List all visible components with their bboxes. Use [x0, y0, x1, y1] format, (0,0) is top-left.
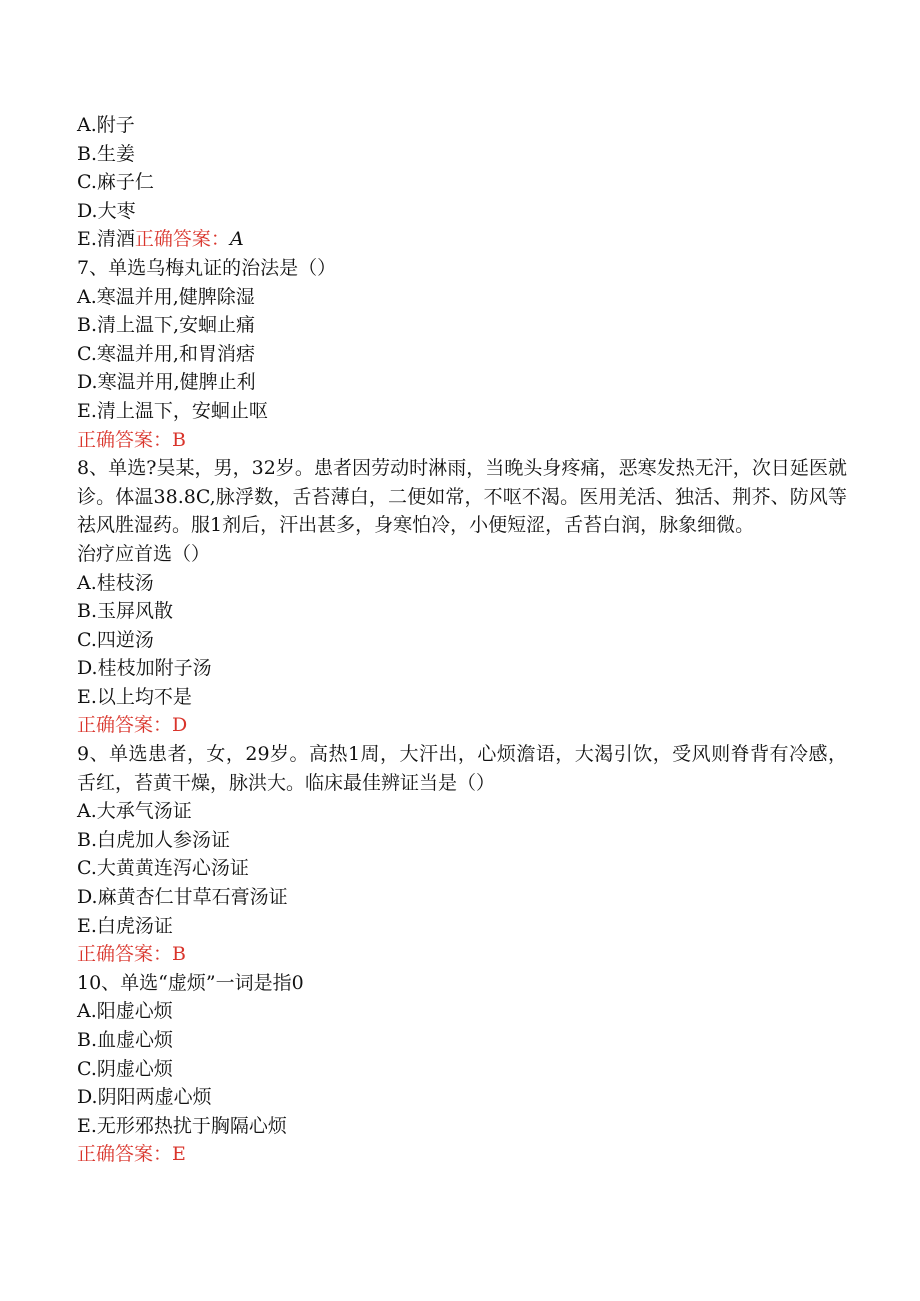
option-d: D.大枣 — [77, 199, 136, 222]
answer-label: 正确答案： — [134, 228, 230, 251]
option-b: B.白虎加人参汤证 — [77, 828, 231, 851]
option-e-with-answer — [77, 225, 847, 254]
answer-value: A — [229, 228, 244, 251]
question-7 — [77, 254, 847, 454]
option-b: B.清上温下,安蛔止痛 — [77, 314, 256, 337]
option-a: A.寒温并用,健脾除湿 — [77, 285, 255, 308]
option-a: A.阳虚心烦 — [77, 1000, 173, 1023]
option-b: B.玉屏风散 — [77, 600, 174, 623]
question-8 — [77, 454, 847, 740]
option-c: C.麻子仁 — [77, 171, 154, 194]
document-page — [77, 111, 847, 1169]
question-9 — [77, 740, 847, 969]
question-10 — [77, 969, 847, 1169]
option-b: B.生姜 — [77, 142, 136, 165]
option-a: A.大承气汤证 — [77, 800, 192, 823]
option-d: D.桂枝加附子汤 — [77, 657, 212, 680]
option-c: C.大黄黄连泻心汤证 — [77, 857, 249, 880]
question-sub-stem: 治疗应首选（） — [77, 542, 211, 565]
correct-answer: 正确答案：B — [77, 943, 186, 966]
question-stem: 7、单选乌梅丸证的治法是（） — [77, 256, 337, 279]
option-c: C.阴虚心烦 — [77, 1057, 173, 1080]
option-d: D.寒温并用,健脾止利 — [77, 371, 256, 394]
option-a: A.桂枝汤 — [77, 571, 154, 594]
option-d: D.麻黄杏仁甘草石膏汤证 — [77, 886, 288, 909]
option-b: B.血虚心烦 — [77, 1029, 174, 1051]
option-e: E.白虎汤证 — [77, 914, 173, 937]
question-stem: 9、单选患者，女，29岁。高热1周，大汗出，心烦澹语，大渴引饮，受风则脊背有冷感，舌红，苔黄干燥，脉洪大。临床最佳辨证当是（） — [77, 743, 847, 794]
correct-answer: 正确答案：D — [77, 714, 188, 737]
option-e: E.清酒 — [77, 228, 135, 251]
question-stem: 8、单选?吴某，男，32岁。患者因劳动时淋雨，当晚头身疼痛，恶寒发热无汗，次日延医就诊。体温38.8C,脉浮数，舌苔薄白，二便如常，不呕不渴。医用羌活、独活、荆芥、防风等祛风胜湿药。服1剂后，汗出甚多，身寒怕冷，小便短涩，舌苔白润，脉象细微。 — [77, 457, 847, 537]
option-e: E.清上温下，安蛔止呕 — [77, 399, 268, 422]
question-stem: 10、单选“虚烦”一词是指0 — [77, 971, 304, 994]
option-c: C.寒温并用,和胃消痞 — [77, 342, 255, 365]
option-d: D.阴阳两虚心烦 — [77, 1086, 212, 1109]
option-e: E.以上均不是 — [77, 685, 192, 708]
option-c: C.四逆汤 — [77, 628, 154, 651]
correct-answer: 正确答案：E — [77, 1143, 186, 1166]
question-6 — [77, 111, 847, 254]
option-a: A.附子 — [77, 114, 135, 136]
option-e: E.无形邪热扰于胸隔心烦 — [77, 1114, 287, 1137]
correct-answer: 正确答案：B — [77, 428, 186, 451]
